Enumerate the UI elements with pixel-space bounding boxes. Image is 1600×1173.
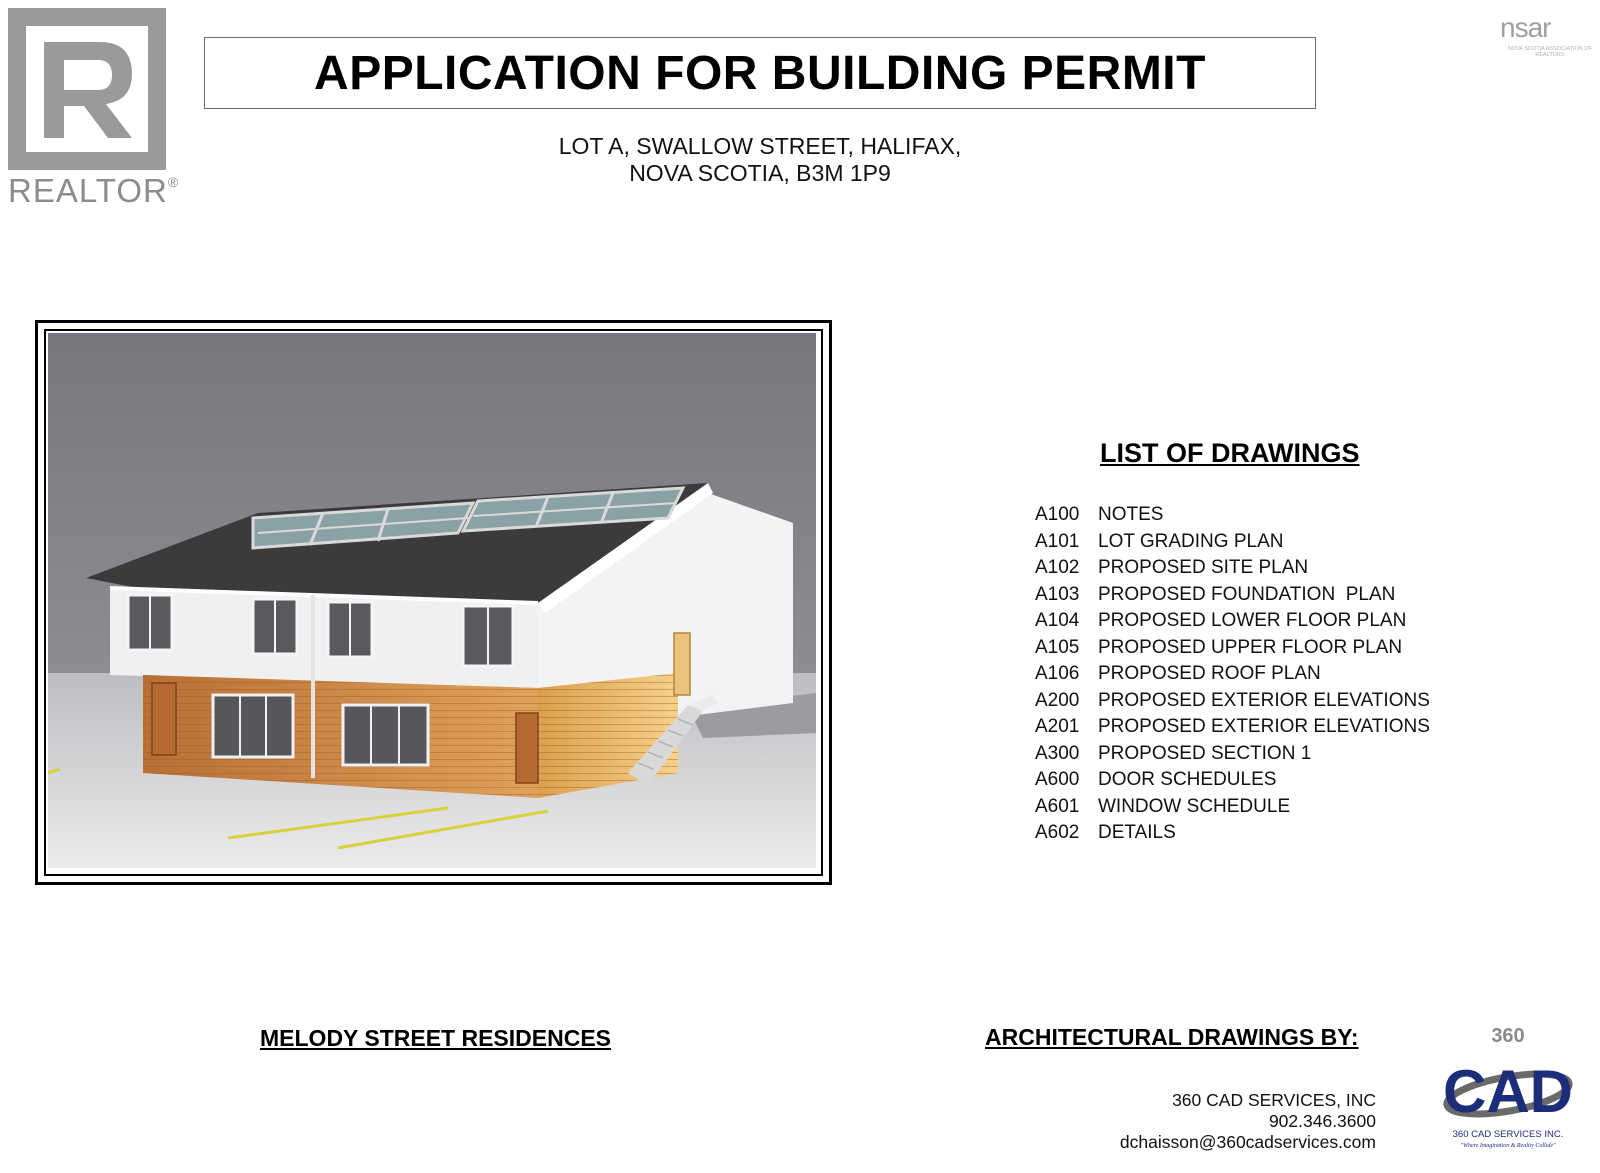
cad-logo-main: CAD [1443, 1058, 1573, 1125]
drawing-code: A101 [1035, 530, 1080, 552]
realtor-wordmark: REALTOR® [8, 172, 180, 209]
drawing-code: A102 [1035, 557, 1080, 578]
drawing-name: NOTES [1098, 504, 1164, 525]
realtor-r-icon [8, 8, 188, 173]
drawing-list-item [1035, 529, 1430, 556]
drawing-code: A105 [1035, 636, 1080, 658]
nsar-wordmark: nsar [1500, 12, 1551, 43]
drawing-name: PROPOSED ROOF PLAN [1098, 663, 1321, 684]
drawing-name: DOOR SCHEDULES [1098, 769, 1277, 790]
drawing-list-item [1035, 635, 1430, 662]
drawing-list-item [1035, 661, 1430, 688]
drawing-code: A201 [1035, 716, 1080, 737]
cad-logo-graphic [1424, 1022, 1592, 1152]
cad-logo-360: 360 [1491, 1025, 1525, 1047]
drawing-name: PROPOSED SECTION 1 [1098, 742, 1312, 764]
drawing-name: PROPOSED LOWER FLOOR PLAN [1098, 610, 1407, 631]
drawings-list-title: LIST OF DRAWINGS [1100, 438, 1360, 468]
cad-services-logo [1424, 1022, 1592, 1152]
drawing-code: A200 [1035, 689, 1080, 711]
company-phone: 902.346.3600 [1268, 1111, 1376, 1131]
company-contact-block [1060, 1090, 1376, 1153]
drawing-name: LOT GRADING PLAN [1098, 530, 1284, 552]
drawing-list-item [1035, 688, 1430, 715]
drawing-list-item [1035, 714, 1430, 741]
drawing-code: A100 [1035, 504, 1080, 525]
project-name: MELODY STREET RESIDENCES [260, 1025, 612, 1051]
rendering-frame [35, 320, 832, 885]
drawing-name: PROPOSED UPPER FLOOR PLAN [1098, 636, 1403, 658]
drawing-code: A103 [1035, 583, 1080, 605]
cad-logo-company: 360 CAD SERVICES INC. [1452, 1129, 1564, 1140]
address-line-2: NOVA SCOTIA, B3M 1P9 [629, 160, 891, 186]
drawing-list-item [1035, 794, 1430, 821]
drawing-name: WINDOW SCHEDULE [1098, 795, 1291, 817]
page-title: APPLICATION FOR BUILDING PERMIT [314, 46, 1206, 100]
drawing-name: DETAILS [1098, 822, 1176, 843]
drawing-list-item [1035, 582, 1430, 609]
company-email: dchaisson@360cadservices.com [1119, 1132, 1376, 1152]
drawing-code: A601 [1035, 795, 1080, 817]
nsar-logo [1500, 12, 1596, 62]
address-block [420, 133, 1100, 187]
architectural-drawings-heading: ARCHITECTURAL DRAWINGS BY: [985, 1024, 1359, 1050]
drawing-list-item [1035, 555, 1430, 582]
drawing-code: A300 [1035, 742, 1080, 764]
drawings-list [1035, 502, 1430, 847]
title-box [204, 37, 1316, 109]
drawing-code: A602 [1035, 822, 1080, 843]
drawing-code: A104 [1035, 610, 1080, 631]
nsar-subtitle: NOVA SCOTIA ASSOCIATION OF REALTORS [1507, 46, 1593, 58]
drawing-list-item [1035, 502, 1430, 529]
drawing-list-item [1035, 608, 1430, 635]
company-name: 360 CAD SERVICES, INC [1172, 1090, 1376, 1110]
drawing-name: PROPOSED FOUNDATION PLAN [1098, 583, 1396, 605]
rendering-inner-frame [44, 329, 823, 876]
address-line-1: LOT A, SWALLOW STREET, HALIFAX, [558, 133, 962, 159]
drawing-name: PROPOSED SITE PLAN [1098, 557, 1309, 578]
drawing-code: A106 [1035, 663, 1080, 684]
cad-logo-tagline: "Where Imagination & Reality Collide" [1460, 1143, 1556, 1149]
drawing-name: PROPOSED EXTERIOR ELEVATIONS [1098, 716, 1430, 737]
drawing-list-item [1035, 767, 1430, 794]
drawing-name: PROPOSED EXTERIOR ELEVATIONS [1098, 689, 1430, 711]
drawing-list-item [1035, 741, 1430, 768]
building-rendering [48, 333, 816, 868]
drawing-code: A600 [1035, 769, 1080, 790]
drawing-list-item [1035, 820, 1430, 847]
